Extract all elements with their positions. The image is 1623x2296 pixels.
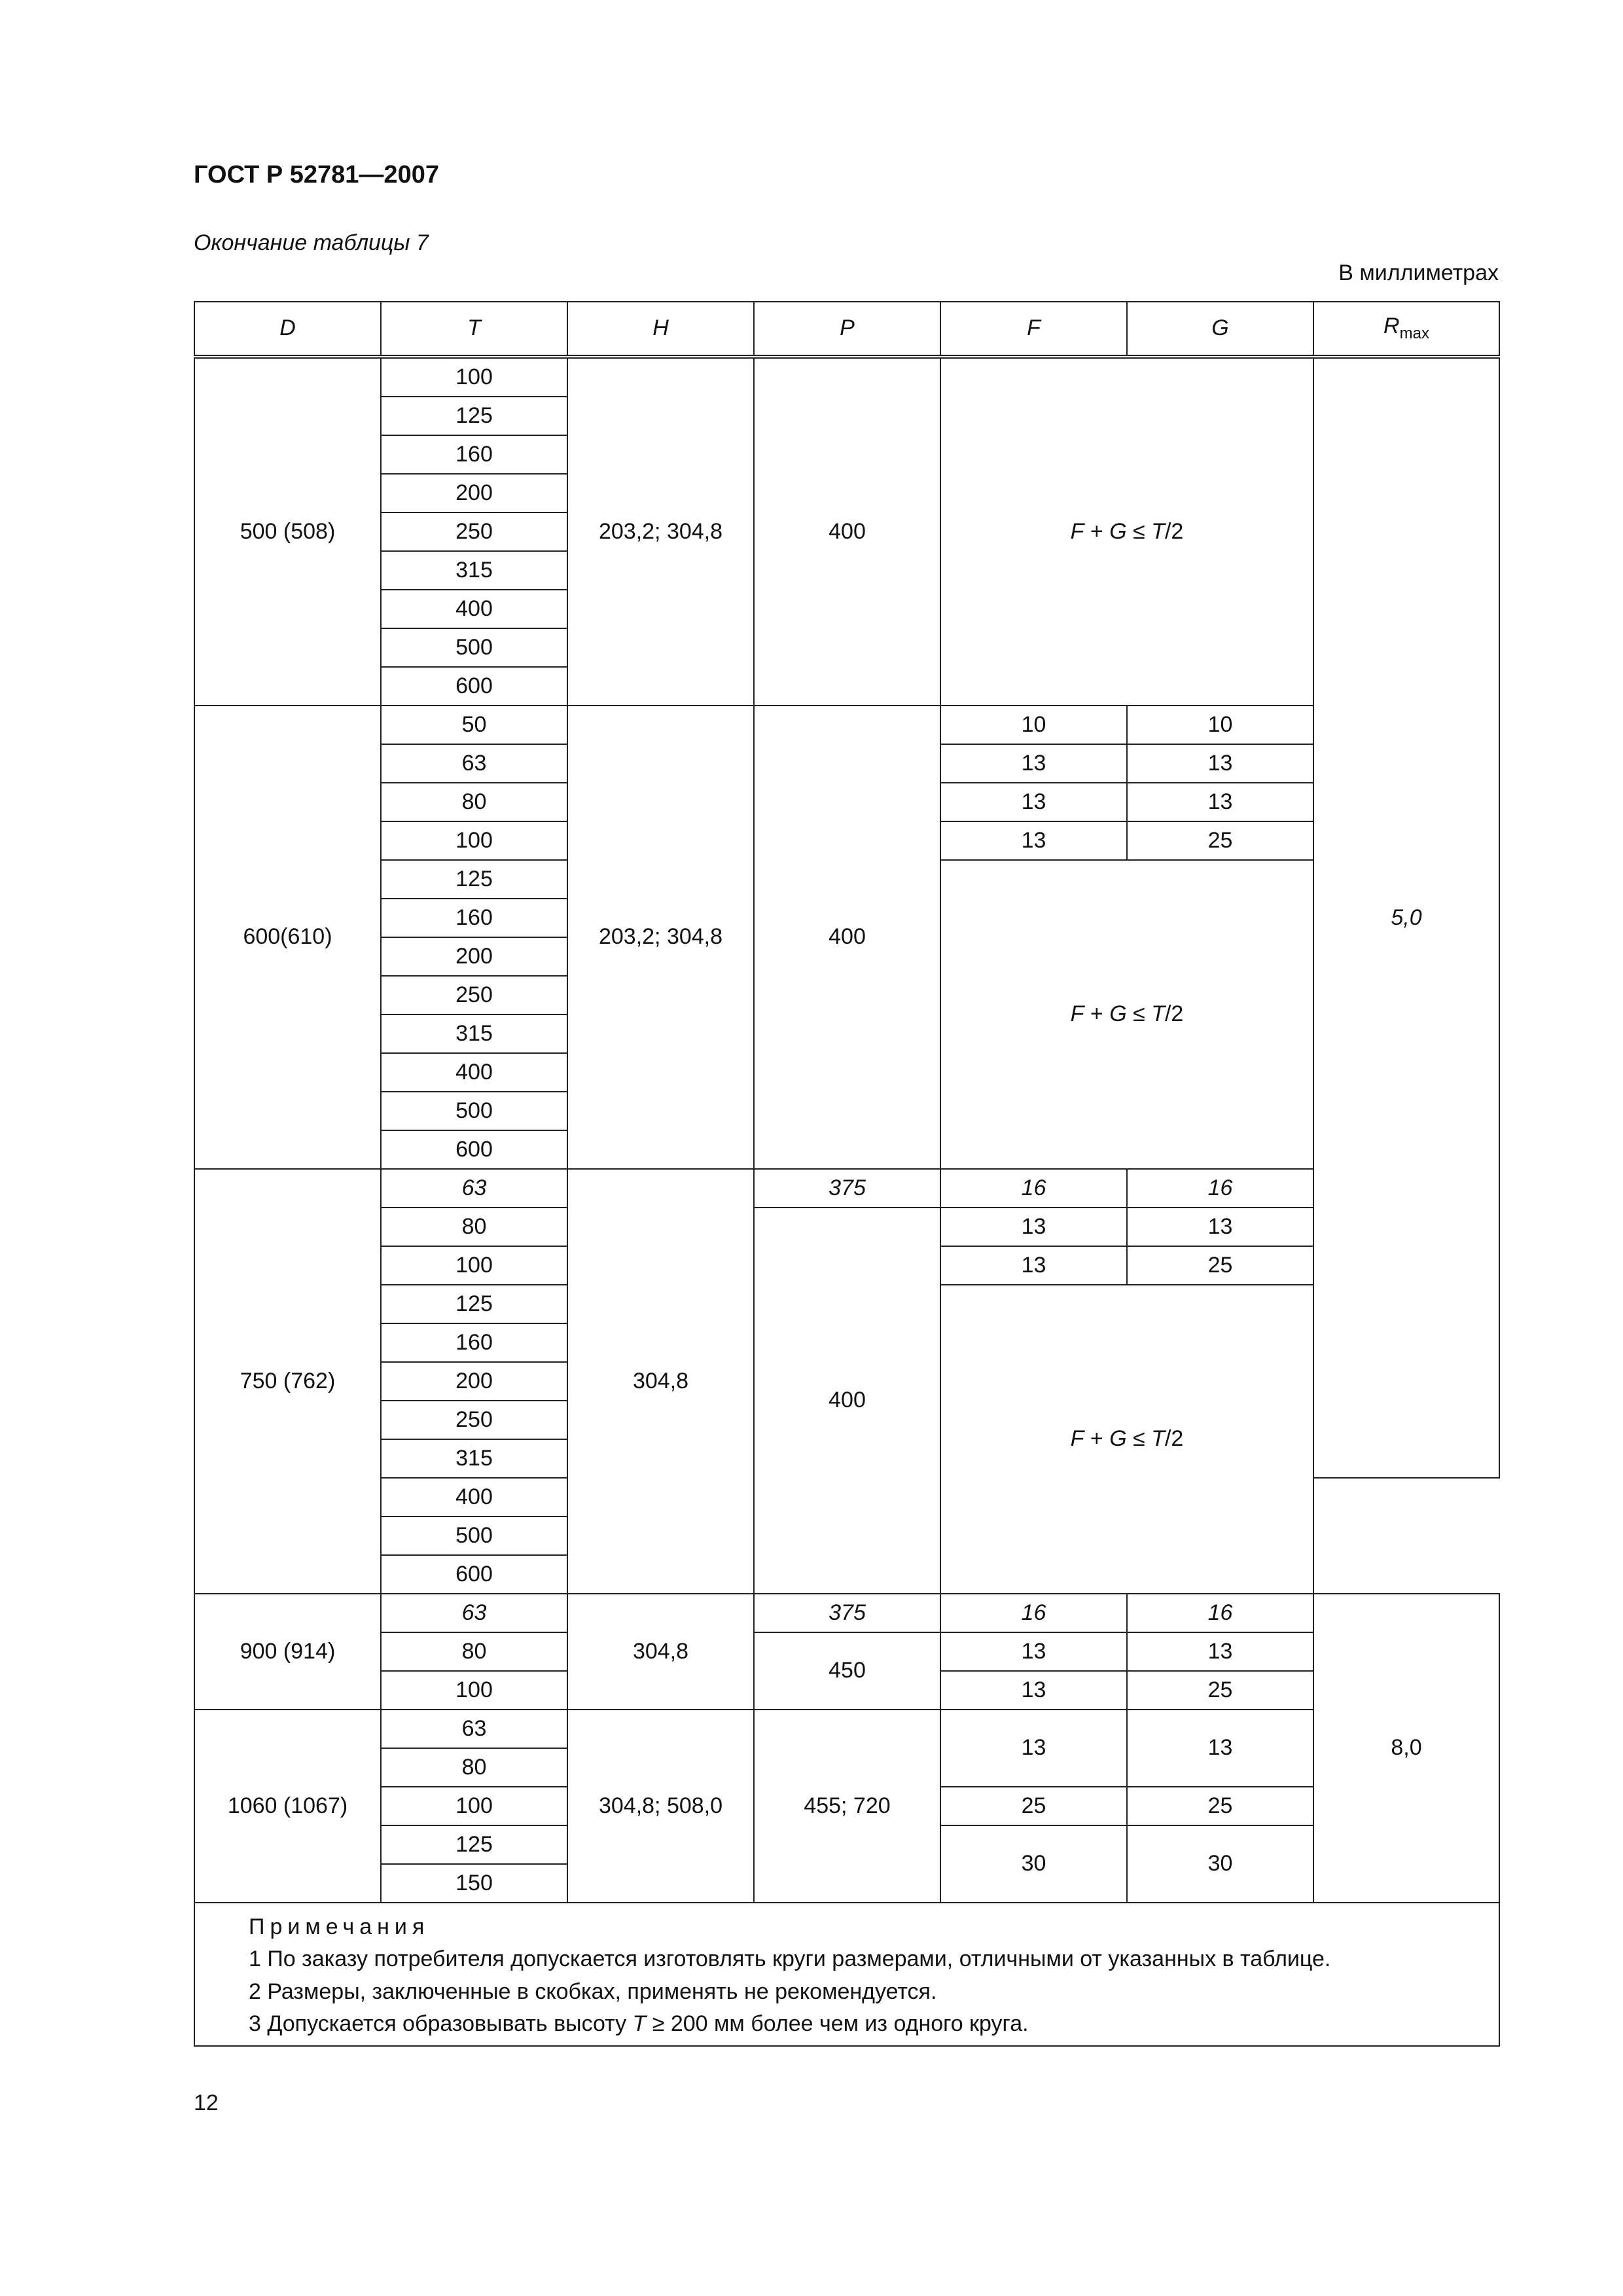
cell-t: 315: [381, 1014, 567, 1053]
column-header-t: T: [381, 302, 567, 357]
cell-t: 600: [381, 667, 567, 706]
cell-d: 750 (762): [194, 1169, 381, 1594]
cell-f: 13: [940, 821, 1127, 860]
cell-h: 304,8: [567, 1594, 754, 1710]
cell-t: 315: [381, 551, 567, 590]
cell-d: 900 (914): [194, 1594, 381, 1710]
cell-f: 13: [940, 744, 1127, 783]
cell-t: 250: [381, 976, 567, 1014]
cell-t: 50: [381, 706, 567, 744]
column-header-f: F: [940, 302, 1127, 357]
cell-t: 160: [381, 1323, 567, 1362]
cell-g: 10: [1127, 706, 1313, 744]
cell-t: 80: [381, 1632, 567, 1671]
cell-t: 125: [381, 860, 567, 899]
cell-p: 375: [754, 1169, 940, 1208]
cell-t: 160: [381, 899, 567, 937]
cell-t: 63: [381, 1594, 567, 1632]
cell-f: 13: [940, 1208, 1127, 1246]
dimensions-table: [194, 301, 1500, 2047]
cell-t: 315: [381, 1439, 567, 1478]
cell-g: 30: [1127, 1825, 1313, 1903]
cell-h: 203,2; 304,8: [567, 357, 754, 706]
cell-t: 100: [381, 357, 567, 397]
cell-t: 400: [381, 590, 567, 628]
cell-t: 63: [381, 744, 567, 783]
cell-t: 125: [381, 1825, 567, 1864]
cell-t: 200: [381, 474, 567, 512]
cell-f: 13: [940, 1671, 1127, 1710]
cell-t: 500: [381, 628, 567, 667]
cell-f: 16: [940, 1169, 1127, 1208]
table-row: [194, 357, 1499, 397]
cell-t: 63: [381, 1169, 567, 1208]
table-row: [194, 1594, 1499, 1632]
cell-t: 160: [381, 435, 567, 474]
document-title: ГОСТ Р 52781—2007: [194, 161, 439, 188]
cell-t: 500: [381, 1516, 567, 1555]
cell-g: 13: [1127, 1632, 1313, 1671]
cell-p: 400: [754, 357, 940, 706]
table-row: [194, 1632, 1499, 1671]
column-header-p: P: [754, 302, 940, 357]
cell-h: 203,2; 304,8: [567, 706, 754, 1169]
cell-t: 100: [381, 1787, 567, 1825]
cell-fg-formula: F + G ≤ T/2: [940, 357, 1313, 706]
cell-f: 13: [940, 783, 1127, 821]
cell-g: 25: [1127, 1787, 1313, 1825]
notes-title: Примечания: [249, 1914, 430, 1939]
cell-t: 100: [381, 1246, 567, 1285]
cell-rmax: 5,0: [1313, 357, 1499, 1478]
table-row: [194, 1208, 1499, 1246]
cell-g: 13: [1127, 783, 1313, 821]
cell-g: 13: [1127, 1208, 1313, 1246]
cell-p: 455; 720: [754, 1710, 940, 1903]
cell-t: 600: [381, 1130, 567, 1169]
cell-p: 400: [754, 1208, 940, 1594]
units-label: В миллиметрах: [1338, 260, 1499, 285]
cell-d: 500 (508): [194, 357, 381, 706]
cell-t: 125: [381, 397, 567, 435]
cell-d: 600(610): [194, 706, 381, 1169]
cell-t: 100: [381, 821, 567, 860]
cell-t: 80: [381, 783, 567, 821]
cell-t: 400: [381, 1053, 567, 1092]
cell-f: 16: [940, 1594, 1127, 1632]
cell-p: 375: [754, 1594, 940, 1632]
notes-row: [194, 1903, 1499, 2046]
cell-g: 25: [1127, 821, 1313, 860]
cell-t: 150: [381, 1864, 567, 1903]
cell-g: 25: [1127, 1246, 1313, 1285]
cell-g: 13: [1127, 1710, 1313, 1787]
column-header-d: D: [194, 302, 381, 357]
table-caption: Окончание таблицы 7: [194, 230, 429, 255]
cell-fg-formula: F + G ≤ T/2: [940, 860, 1313, 1169]
column-header-h: H: [567, 302, 754, 357]
cell-t: 400: [381, 1478, 567, 1516]
cell-fg-formula: F + G ≤ T/2: [940, 1285, 1313, 1594]
cell-rmax: 8,0: [1313, 1594, 1499, 1903]
cell-p: 450: [754, 1632, 940, 1710]
cell-t: 500: [381, 1092, 567, 1130]
cell-t: 200: [381, 937, 567, 976]
cell-t: 200: [381, 1362, 567, 1401]
cell-t: 125: [381, 1285, 567, 1323]
cell-f: 13: [940, 1632, 1127, 1671]
cell-d: 1060 (1067): [194, 1710, 381, 1903]
table-row: [194, 1710, 1499, 1748]
column-header-rmax: $R_{max}$: [1313, 302, 1499, 357]
note-3: 3 Допускается образовывать высоту T ≥ 200 мм более чем из одного круга.: [249, 2011, 1029, 2036]
cell-f: 30: [940, 1825, 1127, 1903]
page-number: 12: [194, 2090, 219, 2115]
cell-t: 100: [381, 1671, 567, 1710]
cell-g: 25: [1127, 1671, 1313, 1710]
table-header-row: [194, 302, 1499, 357]
cell-f: 10: [940, 706, 1127, 744]
cell-t: 63: [381, 1710, 567, 1748]
cell-f: 13: [940, 1246, 1127, 1285]
cell-t: 600: [381, 1555, 567, 1594]
cell-h: 304,8: [567, 1169, 754, 1594]
cell-g: 16: [1127, 1169, 1313, 1208]
note-2: 2 Размеры, заключенные в скобках, применять не рекомендуется.: [249, 1979, 937, 2004]
cell-t: 250: [381, 1401, 567, 1439]
table-row: [194, 706, 1499, 744]
cell-t: 80: [381, 1208, 567, 1246]
column-header-g: G: [1127, 302, 1313, 357]
cell-t: 250: [381, 512, 567, 551]
cell-h: 304,8; 508,0: [567, 1710, 754, 1903]
cell-g: 16: [1127, 1594, 1313, 1632]
cell-f: 25: [940, 1787, 1127, 1825]
note-1: 1 По заказу потребителя допускается изготовлять круги размерами, отличными от указанных в таблице.: [249, 1946, 1331, 1972]
cell-g: 13: [1127, 744, 1313, 783]
cell-p: 400: [754, 706, 940, 1169]
cell-t: 80: [381, 1748, 567, 1787]
cell-f: 13: [940, 1710, 1127, 1787]
notes-cell: [194, 1903, 1499, 2046]
table-row: [194, 1169, 1499, 1208]
